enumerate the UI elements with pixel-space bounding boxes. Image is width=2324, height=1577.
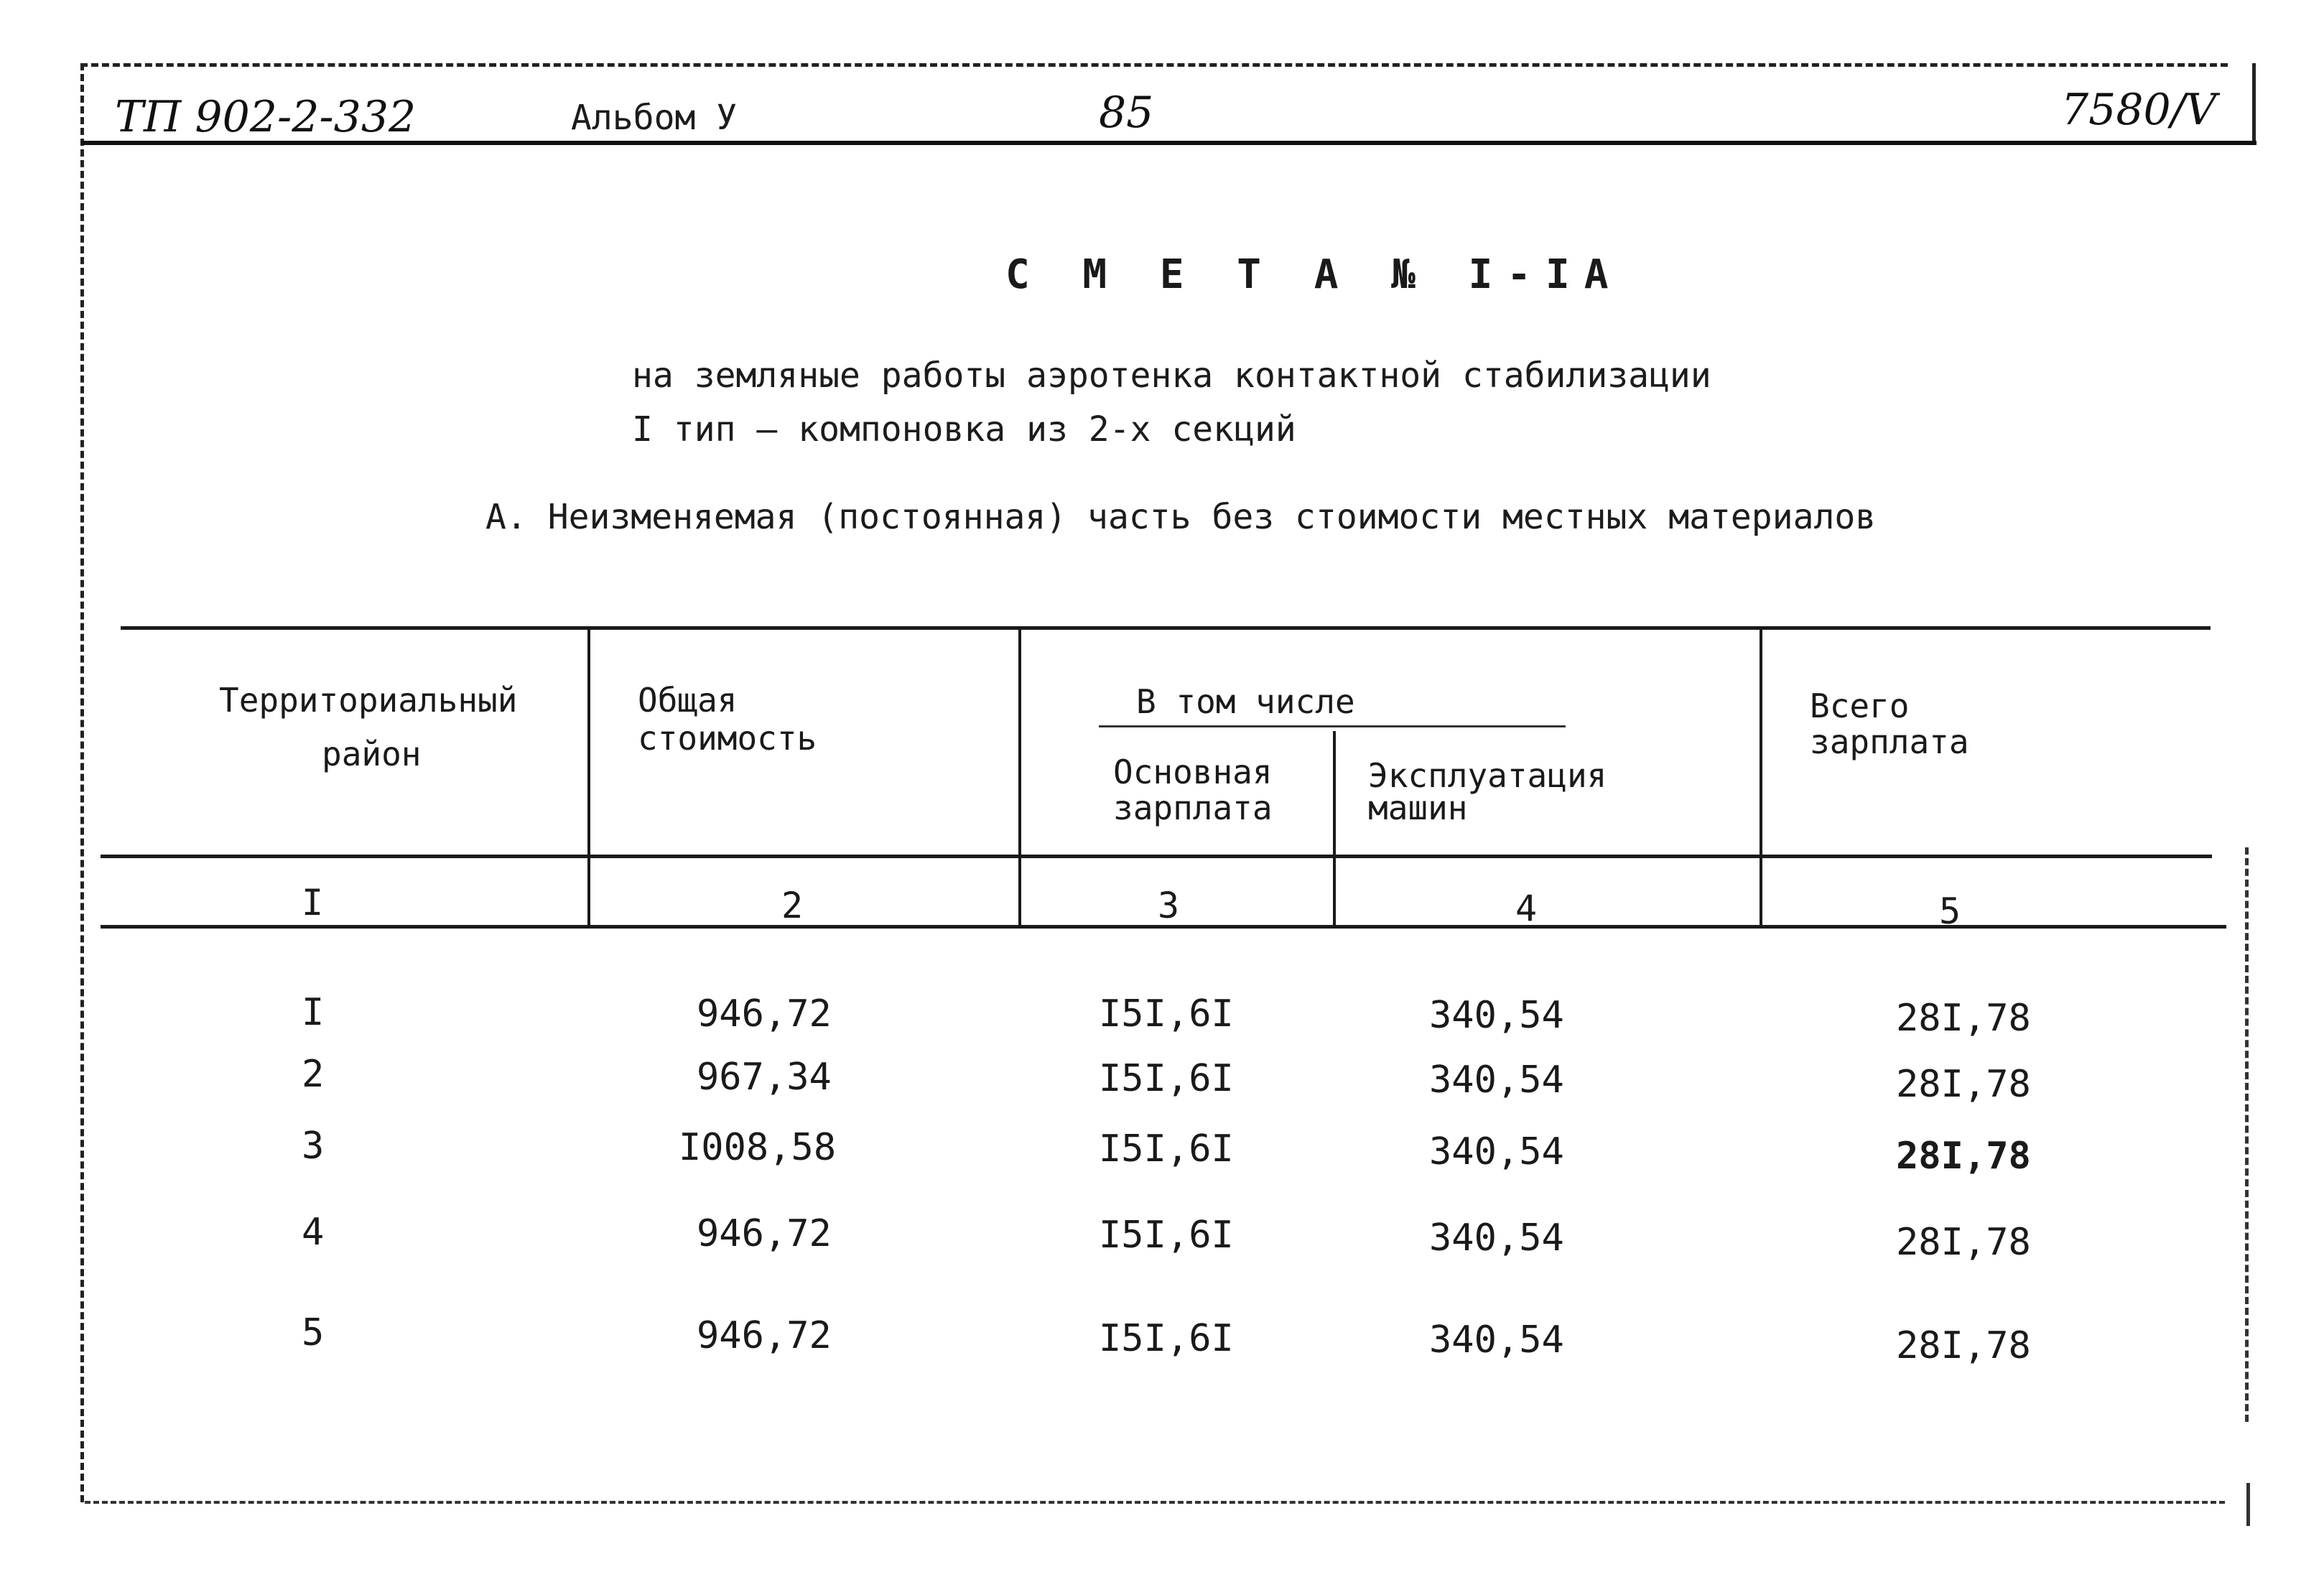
project-code: ТП 902-2-332: [115, 92, 417, 142]
cell-region: 5: [302, 1311, 325, 1354]
cell-base-salary: I5I,6I: [1099, 1057, 1234, 1100]
header-col2-line1: Общая: [638, 681, 738, 720]
cell-total-salary: 28I,78: [1896, 1063, 2031, 1106]
cell-total-salary: 28I,78: [1896, 1221, 2031, 1264]
header-col1-line2: район: [322, 735, 422, 773]
cell-total-cost: 946,72: [697, 1314, 832, 1357]
column-divider-3: [1333, 731, 1336, 926]
header-col5-line2: зарплата: [1810, 722, 1969, 761]
cell-machine-operation: 340,54: [1429, 994, 1564, 1037]
column-divider-2: [1018, 629, 1021, 926]
album-label: Альбом У: [571, 98, 738, 138]
column-number-4: 4: [1515, 888, 1538, 929]
column-divider-4: [1760, 629, 1762, 926]
column-number-1: I: [302, 882, 324, 924]
header-col3-line2: зарплата: [1113, 788, 1273, 827]
cell-region: I: [302, 991, 325, 1034]
header-group-label: В том числе: [1136, 682, 1355, 721]
cell-total-salary: 28I,78: [1896, 1135, 2031, 1178]
cell-total-cost: I008,58: [679, 1126, 837, 1169]
frame-bottom-border: [85, 1501, 2225, 1504]
cell-base-salary: I5I,6I: [1099, 1127, 1234, 1171]
cell-machine-operation: 340,54: [1429, 1130, 1564, 1173]
header-col3-line1: Основная: [1113, 753, 1273, 791]
cell-base-salary: I5I,6I: [1099, 1214, 1234, 1257]
column-divider-1: [587, 629, 590, 926]
header-col4-line2: машин: [1368, 788, 1468, 827]
header-bottom-border: [101, 855, 2212, 858]
cell-region: 3: [302, 1125, 325, 1168]
cell-machine-operation: 340,54: [1429, 1217, 1564, 1260]
document-title: С М Е Т А № I-IA: [1005, 251, 1623, 298]
group-underline: [1099, 725, 1566, 727]
cell-total-salary: 28I,78: [1896, 997, 2031, 1040]
cell-base-salary: I5I,6I: [1099, 1317, 1234, 1360]
column-number-3: 3: [1158, 885, 1180, 926]
cell-total-cost: 946,72: [697, 992, 832, 1036]
sheet-code: 7580/V: [2061, 85, 2217, 135]
cell-machine-operation: 340,54: [1429, 1318, 1564, 1362]
header-col5-line1: Всего: [1810, 687, 1910, 725]
cell-total-cost: 967,34: [697, 1056, 832, 1099]
frame-right-border-corner: [2246, 1483, 2250, 1526]
header-col2-line2: стоимость: [638, 719, 817, 758]
cell-base-salary: I5I,6I: [1099, 992, 1234, 1036]
header-col4-line1: Эксплуатация: [1368, 756, 1607, 795]
column-number-2: 2: [781, 885, 804, 926]
cell-region: 4: [302, 1211, 325, 1254]
cell-region: 2: [302, 1053, 325, 1096]
frame-left-border: [80, 63, 84, 1502]
cell-total-salary: 28I,78: [1896, 1324, 2031, 1367]
page-number: 85: [1099, 88, 1154, 138]
section-title: А. Неизменяемая (постоянная) часть без стоимости местных материалов: [485, 497, 1877, 537]
cell-machine-operation: 340,54: [1429, 1059, 1564, 1102]
subtitle-line-2: I тип – компоновка из 2-х секций: [632, 409, 1296, 450]
frame-right-border: [2252, 63, 2256, 142]
frame-top-border: [80, 63, 2228, 67]
subtitle-line-1: на земляные работы аэротенка контактной стабилизации: [632, 355, 1711, 396]
table-top-border: [121, 626, 2211, 630]
column-number-5: 5: [1939, 890, 1961, 932]
cell-total-cost: 946,72: [697, 1212, 832, 1255]
header-col1-line1: Территориальный: [219, 681, 518, 720]
frame-right-border-lower: [2245, 847, 2249, 1422]
